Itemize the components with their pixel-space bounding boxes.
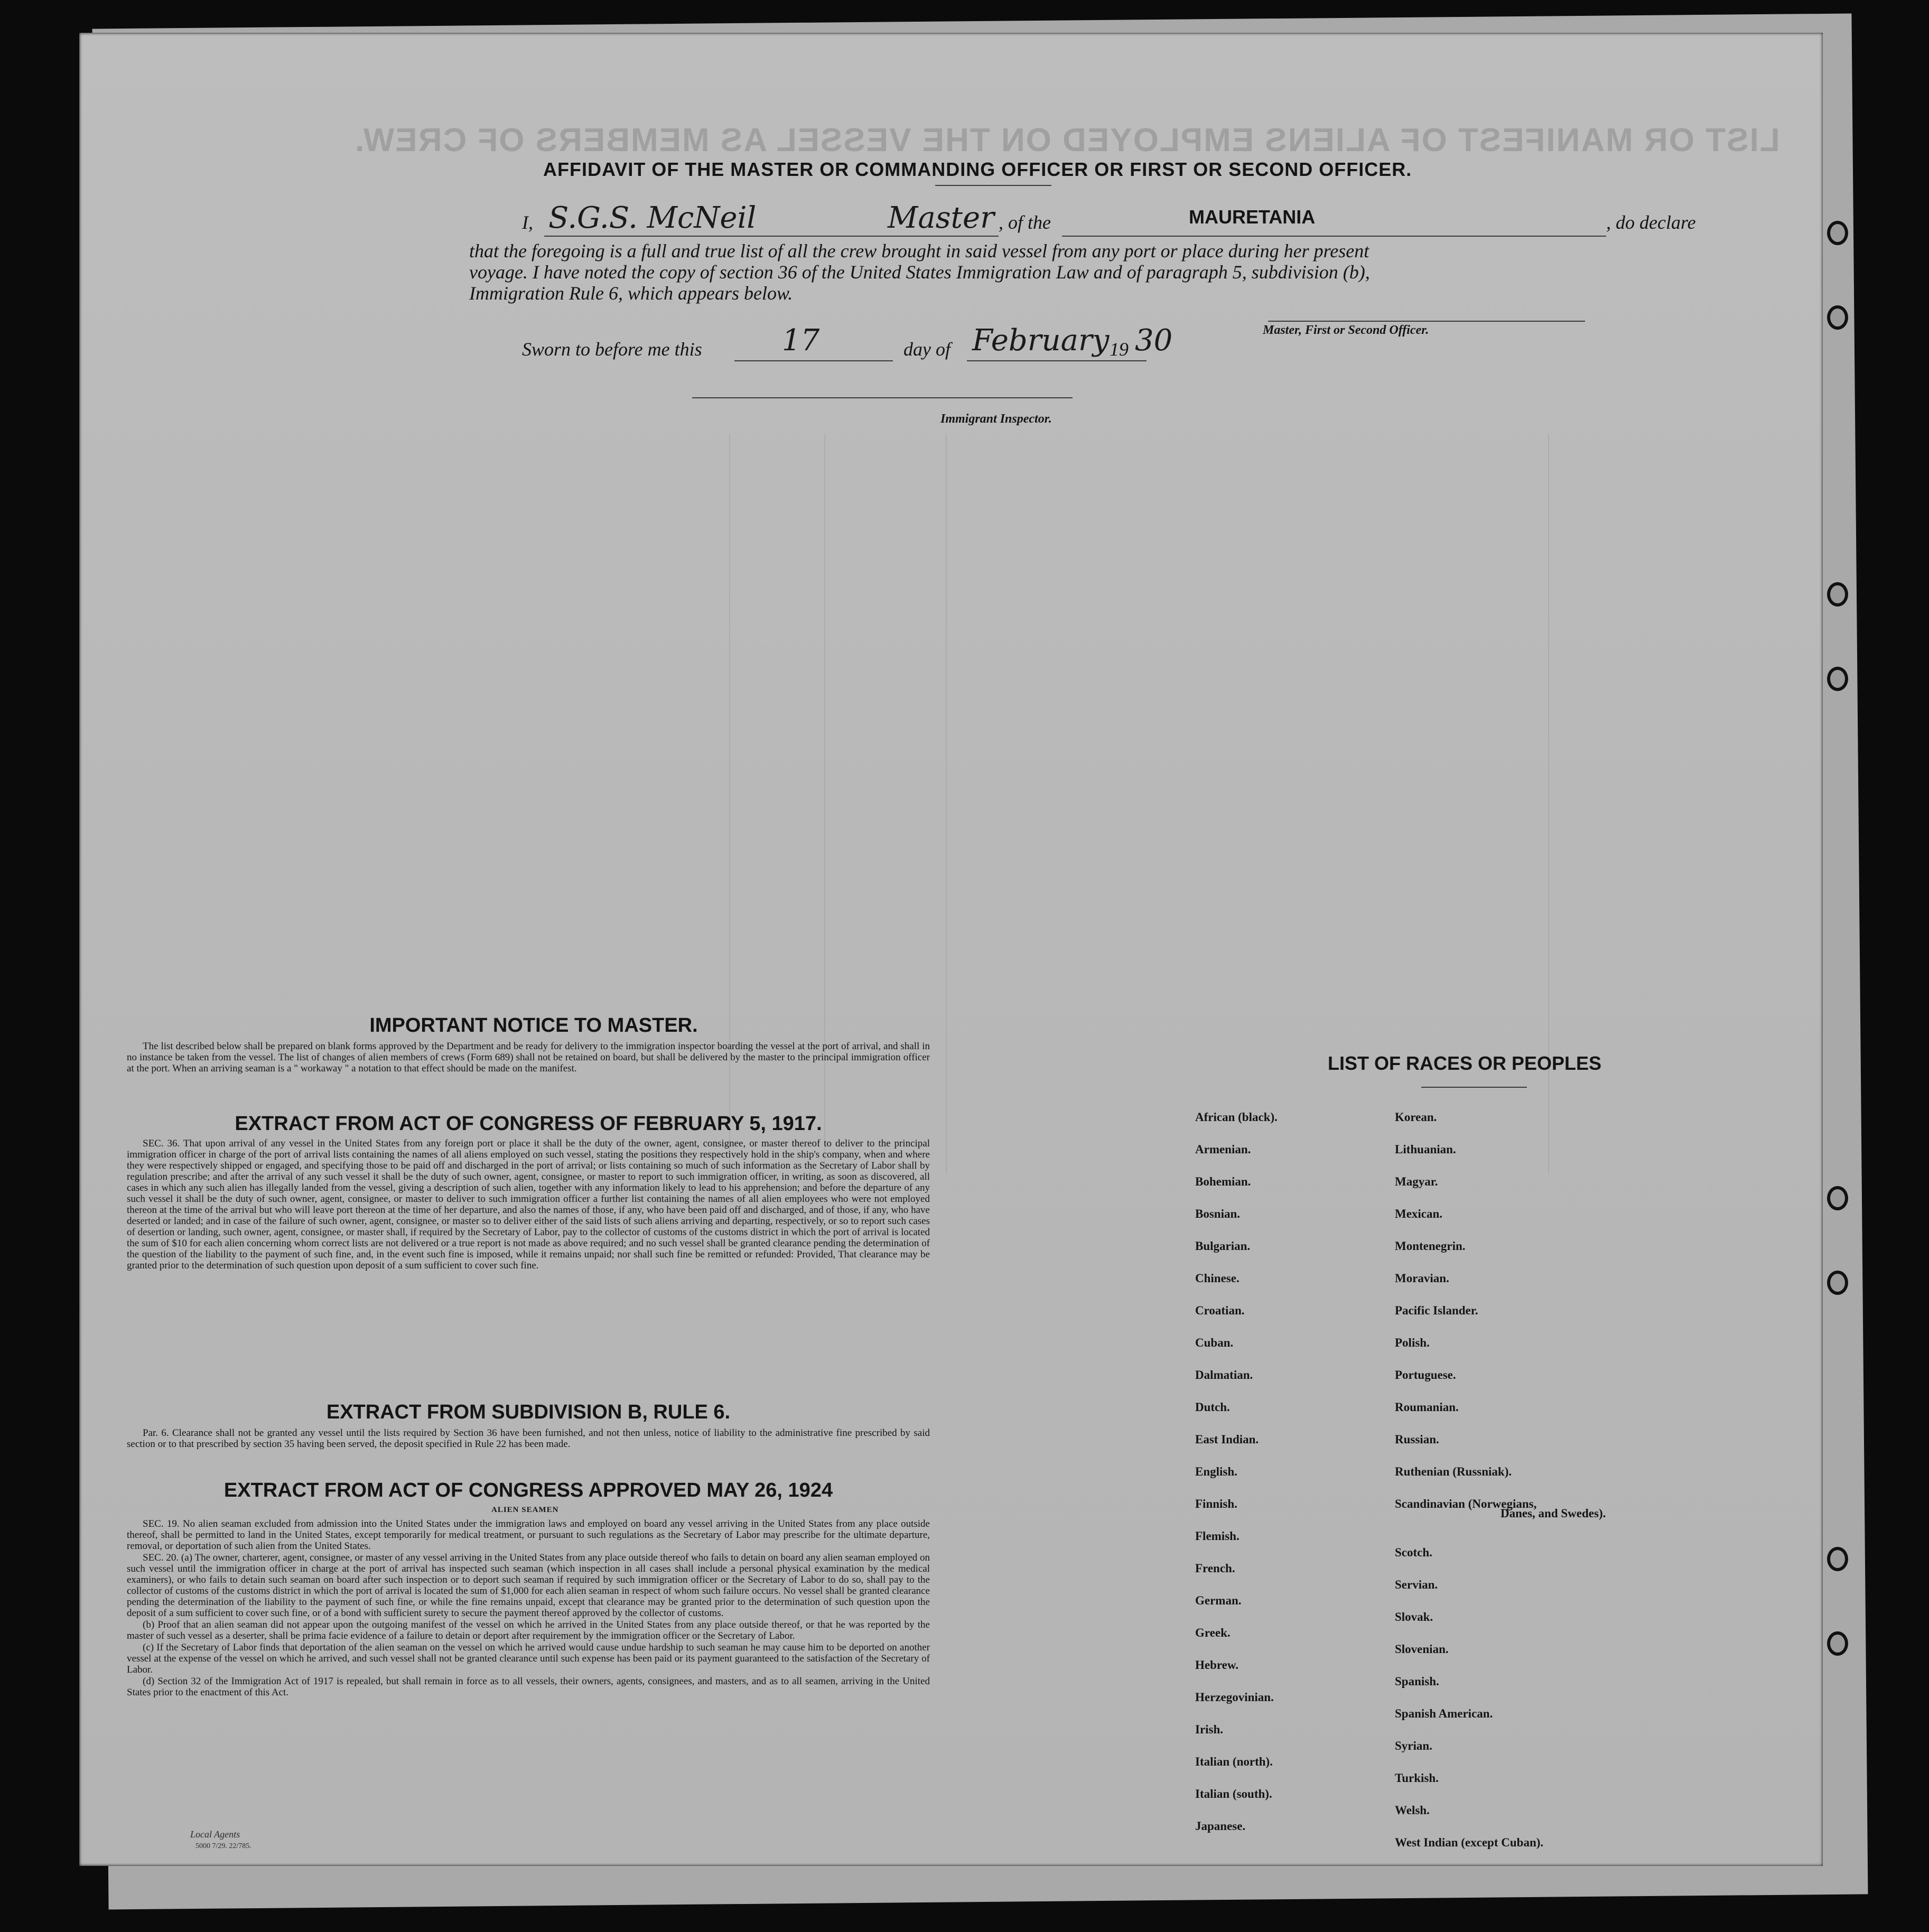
statement-line-2: voyage. I have noted the copy of section 36 of the United States Immigration Law and of paragraph 5, subdivision (b),	[469, 262, 1370, 283]
par-6-paragraph: Par. 6. Clearance shall not be granted any vessel until the lists required by Section 36 have been furnished, and not then unless, notice of liability to the administrative fine prescribed by said section or to that prescribed by section 35 having been served, the deposit specified in Rule 22 has been made.	[127, 1427, 930, 1450]
race-item: Portuguese.	[1395, 1368, 1456, 1382]
race-item: Hebrew.	[1195, 1658, 1238, 1672]
race-item: Cuban.	[1195, 1336, 1234, 1349]
notice-body	[127, 1041, 930, 1075]
binder-hole	[1827, 221, 1848, 245]
statement-line-3: Immigration Rule 6, which appears below.	[469, 283, 793, 304]
race-item: Montenegrin.	[1395, 1239, 1466, 1253]
race-item: Irish.	[1195, 1723, 1224, 1736]
day-of-label: day of	[903, 339, 950, 360]
statement-line-1: that the foregoing is a full and true list of all the crew brought in said vessel from any port or place during her present	[469, 240, 1369, 262]
extract-1917-body	[127, 1138, 930, 1272]
race-item: Scandinavian (Norwegians,	[1395, 1497, 1537, 1510]
master-name-signature: S.G.S. McNeil	[548, 201, 757, 235]
month-handwritten: February	[972, 323, 1110, 358]
month-line	[967, 360, 1147, 361]
binder-hole	[1827, 1631, 1848, 1656]
race-item: Herzegovinian.	[1195, 1691, 1274, 1704]
signature-line	[1268, 321, 1585, 322]
race-item: Flemish.	[1195, 1529, 1240, 1543]
vessel-line	[1062, 236, 1606, 237]
race-item: Finnish.	[1195, 1497, 1237, 1510]
race-item: Scotch.	[1395, 1545, 1432, 1559]
notice-title: IMPORTANT NOTICE TO MASTER.	[369, 1014, 698, 1037]
race-item: Lithuanian.	[1395, 1143, 1456, 1156]
race-item: Ruthenian (Russniak).	[1395, 1465, 1512, 1478]
race-item: Spanish American.	[1395, 1706, 1493, 1720]
bleed-through-text: LIST OR MANIFEST OF ALIENS EMPLOYED ON THE VESSEL AS MEMBERS OF CREW.	[354, 122, 1780, 158]
sworn-label: Sworn to before me this	[522, 339, 702, 360]
local-agents-label: Local Agents	[190, 1829, 240, 1840]
race-item: Korean.	[1395, 1110, 1437, 1124]
rule-6-body	[127, 1427, 930, 1450]
race-item: Italian (south).	[1195, 1787, 1272, 1800]
race-item: Roumanian.	[1395, 1401, 1459, 1414]
race-item: Danes, and Swedes).	[1501, 1507, 1606, 1520]
race-item: Bohemian.	[1195, 1175, 1251, 1188]
race-item: French.	[1195, 1562, 1235, 1575]
bleed-gridline	[946, 434, 947, 1174]
inspector-line	[692, 397, 1073, 398]
race-item: Bulgarian.	[1195, 1239, 1251, 1253]
sec-20a-paragraph: SEC. 20. (a) The owner, charterer, agent, consignee, or master of any vessel arriving in the United States from any place outside thereof who fails to detain on board any alien seaman employed on such vessel until the immigration officer in charge at the port of arrival has inspected such seaman (which inspection in all cases shall include a personal physical examination by the medical examiners), or who fails to detain such seaman on board after such inspection or to deport such seaman if required by such immigration officer or the Secretary of Labor to do so, shall pay to the collector of customs of the customs district in which the port of arrival is located the sum of $1,000 for each alien seaman in respect of whom such failure occurs. No vessel shall be granted clearance pending the determination of the liability to the payment of such fine, or while the fine remains unpaid, except that clearance may be granted prior to the determination of such question upon the deposit of a sum sufficient to cover such fine, or of a bond with sufficient surety to secure the payment thereof approved by the collector of customs.	[127, 1552, 930, 1619]
race-item: Greek.	[1195, 1626, 1231, 1639]
races-title: LIST OF RACES OR PEOPLES	[1328, 1052, 1602, 1074]
affidavit-title: AFFIDAVIT OF THE MASTER OR COMMANDING OFFICER OR FIRST OR SECOND OFFICER.	[543, 158, 1412, 180]
race-item: English.	[1195, 1465, 1237, 1478]
race-item: Syrian.	[1395, 1739, 1432, 1752]
race-item: Servian.	[1395, 1578, 1438, 1591]
race-item: Slovenian.	[1395, 1642, 1449, 1656]
sec-36-paragraph: SEC. 36. That upon arrival of any vessel in the United States from any foreign port or place it shall be the duty of the owner, agent, consignee, or master thereof to deliver to the principal immigration officer in charge of the port of arrival lists containing the names of all aliens employed on such vessel, stating the positions they respectively hold in the ship's company, when and where they were respectively shipped or engaged, and specifying those to be paid off and discharged in the port of arrival; or lists containing so much of such information as the Secretary of Labor shall by regulation prescribe; and after the arrival of any such vessel it shall be the duty of such owner, agent, consignee, or master to report to such immigration officer, in writing, as soon as discovered, all cases in which any such alien has illegally landed from the vessel, giving a description of such alien, together with any information likely to lead to his apprehension; and before the departure of any such vessel it shall be the duty of such owner, agent, consignee, or master to deliver to such immigration officer a further list containing the names of all alien employees who were not employed thereon at the time of the arrival but who will leave port thereon at the time of her departure, and also the names of those, if any, who have been paid off and discharged, and of those, if any, who have deserted or landed; and in case of the failure of such owner, agent, consignee, or master so to deliver either of the said lists of such aliens arriving and departing, respectively, or so to report such cases of desertion or landing, such owner, agent, consignee, or master shall, if required by the Secretary of Labor, pay to the collector of customs of the customs district in which the port of arrival is located the sum of $10 for each alien concerning whom correct lists are not delivered or a true report is not made as above required; and no such vessel shall be granted clearance pending the determination of the question of the liability to the payment of such fine, and, in the event such fine is imposed, while it remains unpaid; nor shall such fine be remitted or refunded: Provided, That clearance may be granted prior to the determination of such question upon deposit of a sum sufficient to cover such fine.	[127, 1138, 930, 1271]
binder-hole	[1827, 1186, 1848, 1210]
race-item: Moravian.	[1395, 1272, 1449, 1285]
race-item: Armenian.	[1195, 1143, 1251, 1156]
race-item: Spanish.	[1395, 1674, 1439, 1688]
race-item: Slovak.	[1395, 1610, 1433, 1623]
sec-19-paragraph: SEC. 19. No alien seaman excluded from admission into the United States under the immigration laws and employed on board any vessel arriving in the United States from any place outside thereof, shall be permitted to land in the United States, except temporarily for medical treatment, or pursuant to such regulations as the Secretary of Labor may prescribe for the ultimate departure, removal, or deportation of such alien from the United States.	[127, 1518, 930, 1552]
race-item: Chinese.	[1195, 1272, 1240, 1285]
i-label: I,	[522, 212, 533, 233]
binder-hole	[1827, 1547, 1848, 1571]
binder-hole	[1827, 582, 1848, 606]
of-the-label: , of the	[999, 212, 1051, 233]
print-code: 5000 7/29. 22/785.	[195, 1842, 251, 1850]
race-item: Dalmatian.	[1195, 1368, 1253, 1382]
day-handwritten: 17	[782, 323, 820, 358]
binder-hole	[1827, 305, 1848, 330]
binder-hole	[1827, 1271, 1848, 1295]
extract-1917-title: EXTRACT FROM ACT OF CONGRESS OF FEBRUARY 5, 1917.	[235, 1113, 822, 1135]
sec-20d-paragraph: (d) Section 32 of the Immigration Act of 1917 is repealed, but shall remain in force as to all vessels, their owners, agents, consignees, and masters, and as to all seamen, arriving in the United States prior to the enactment of this Act.	[127, 1676, 930, 1698]
name-line	[544, 236, 999, 237]
sec-20c-paragraph: (c) If the Secretary of Labor finds that deportation of the alien seaman on the vessel on which he arrived would cause undue hardship to such seaman he may cause him to be deported on another vessel at the expense of the vessel on which he arrived, and such vessel shall not be granted clearance until such expense has been paid or its payment guaranteed to the satisfaction of the Secretary of Labor.	[127, 1642, 930, 1675]
race-item: Bosnian.	[1195, 1207, 1241, 1220]
races-underline	[1421, 1087, 1527, 1088]
rank-handwritten: Master	[888, 201, 994, 235]
manifest-page	[79, 33, 1823, 1866]
inspector-caption: Immigrant Inspector.	[940, 412, 1052, 426]
title-underline	[935, 185, 1051, 186]
race-item: German.	[1195, 1594, 1242, 1607]
race-item: Pacific Islander.	[1395, 1304, 1478, 1317]
alien-seamen-subtitle: ALIEN SEAMEN	[491, 1506, 559, 1514]
race-item: African (black).	[1195, 1110, 1278, 1124]
race-item: Welsh.	[1395, 1803, 1430, 1817]
day-line	[734, 360, 893, 361]
race-item: Turkish.	[1395, 1771, 1439, 1785]
declare-label: , do declare	[1606, 212, 1696, 233]
race-item: Russian.	[1395, 1433, 1439, 1446]
extract-1924-title: EXTRACT FROM ACT OF CONGRESS APPROVED MAY 26, 1924	[223, 1479, 833, 1501]
race-item: West Indian (except Cuban).	[1395, 1835, 1544, 1849]
extract-1924-body	[127, 1518, 930, 1698]
race-item: East Indian.	[1195, 1433, 1259, 1446]
race-item: Magyar.	[1395, 1175, 1438, 1188]
year-prefix: 19	[1110, 339, 1129, 360]
sec-20b-paragraph: (b) Proof that an alien seaman did not appear upon the outgoing manifest of the vessel on which he arrived in the United States from any place outside thereof, or that he was reported by the master of such vessel as a deserter, shall be prima facie evidence of a failure to detain or deport after requirement by the immigration officer or the Secretary of Labor.	[127, 1619, 930, 1641]
race-item: Polish.	[1395, 1336, 1430, 1349]
signature-caption: Master, First or Second Officer.	[1263, 323, 1429, 337]
rule-6-title: EXTRACT FROM SUBDIVISION B, RULE 6.	[326, 1401, 731, 1423]
vessel-name: MAURETANIA	[1189, 206, 1316, 228]
race-item: Mexican.	[1395, 1207, 1443, 1220]
binder-hole	[1827, 667, 1848, 691]
race-item: Italian (north).	[1195, 1755, 1273, 1768]
race-item: Croatian.	[1195, 1304, 1245, 1317]
race-item: Dutch.	[1195, 1401, 1230, 1414]
year-handwritten: 30	[1135, 323, 1173, 358]
race-item: Japanese.	[1195, 1819, 1246, 1833]
notice-paragraph: The list described below shall be prepared on blank forms approved by the Department and be ready for delivery to the immigration inspector boarding the vessel at the port of arrival, and shall in no instance be taken from the vessel. The list of changes of alien members of crews (Form 689) shall not be retained on board, but shall be delivered by the master to the principal immigration officer at the port. When an arriving seaman is a " workaway " a notation to that effect should be made on the manifest.	[127, 1041, 930, 1074]
